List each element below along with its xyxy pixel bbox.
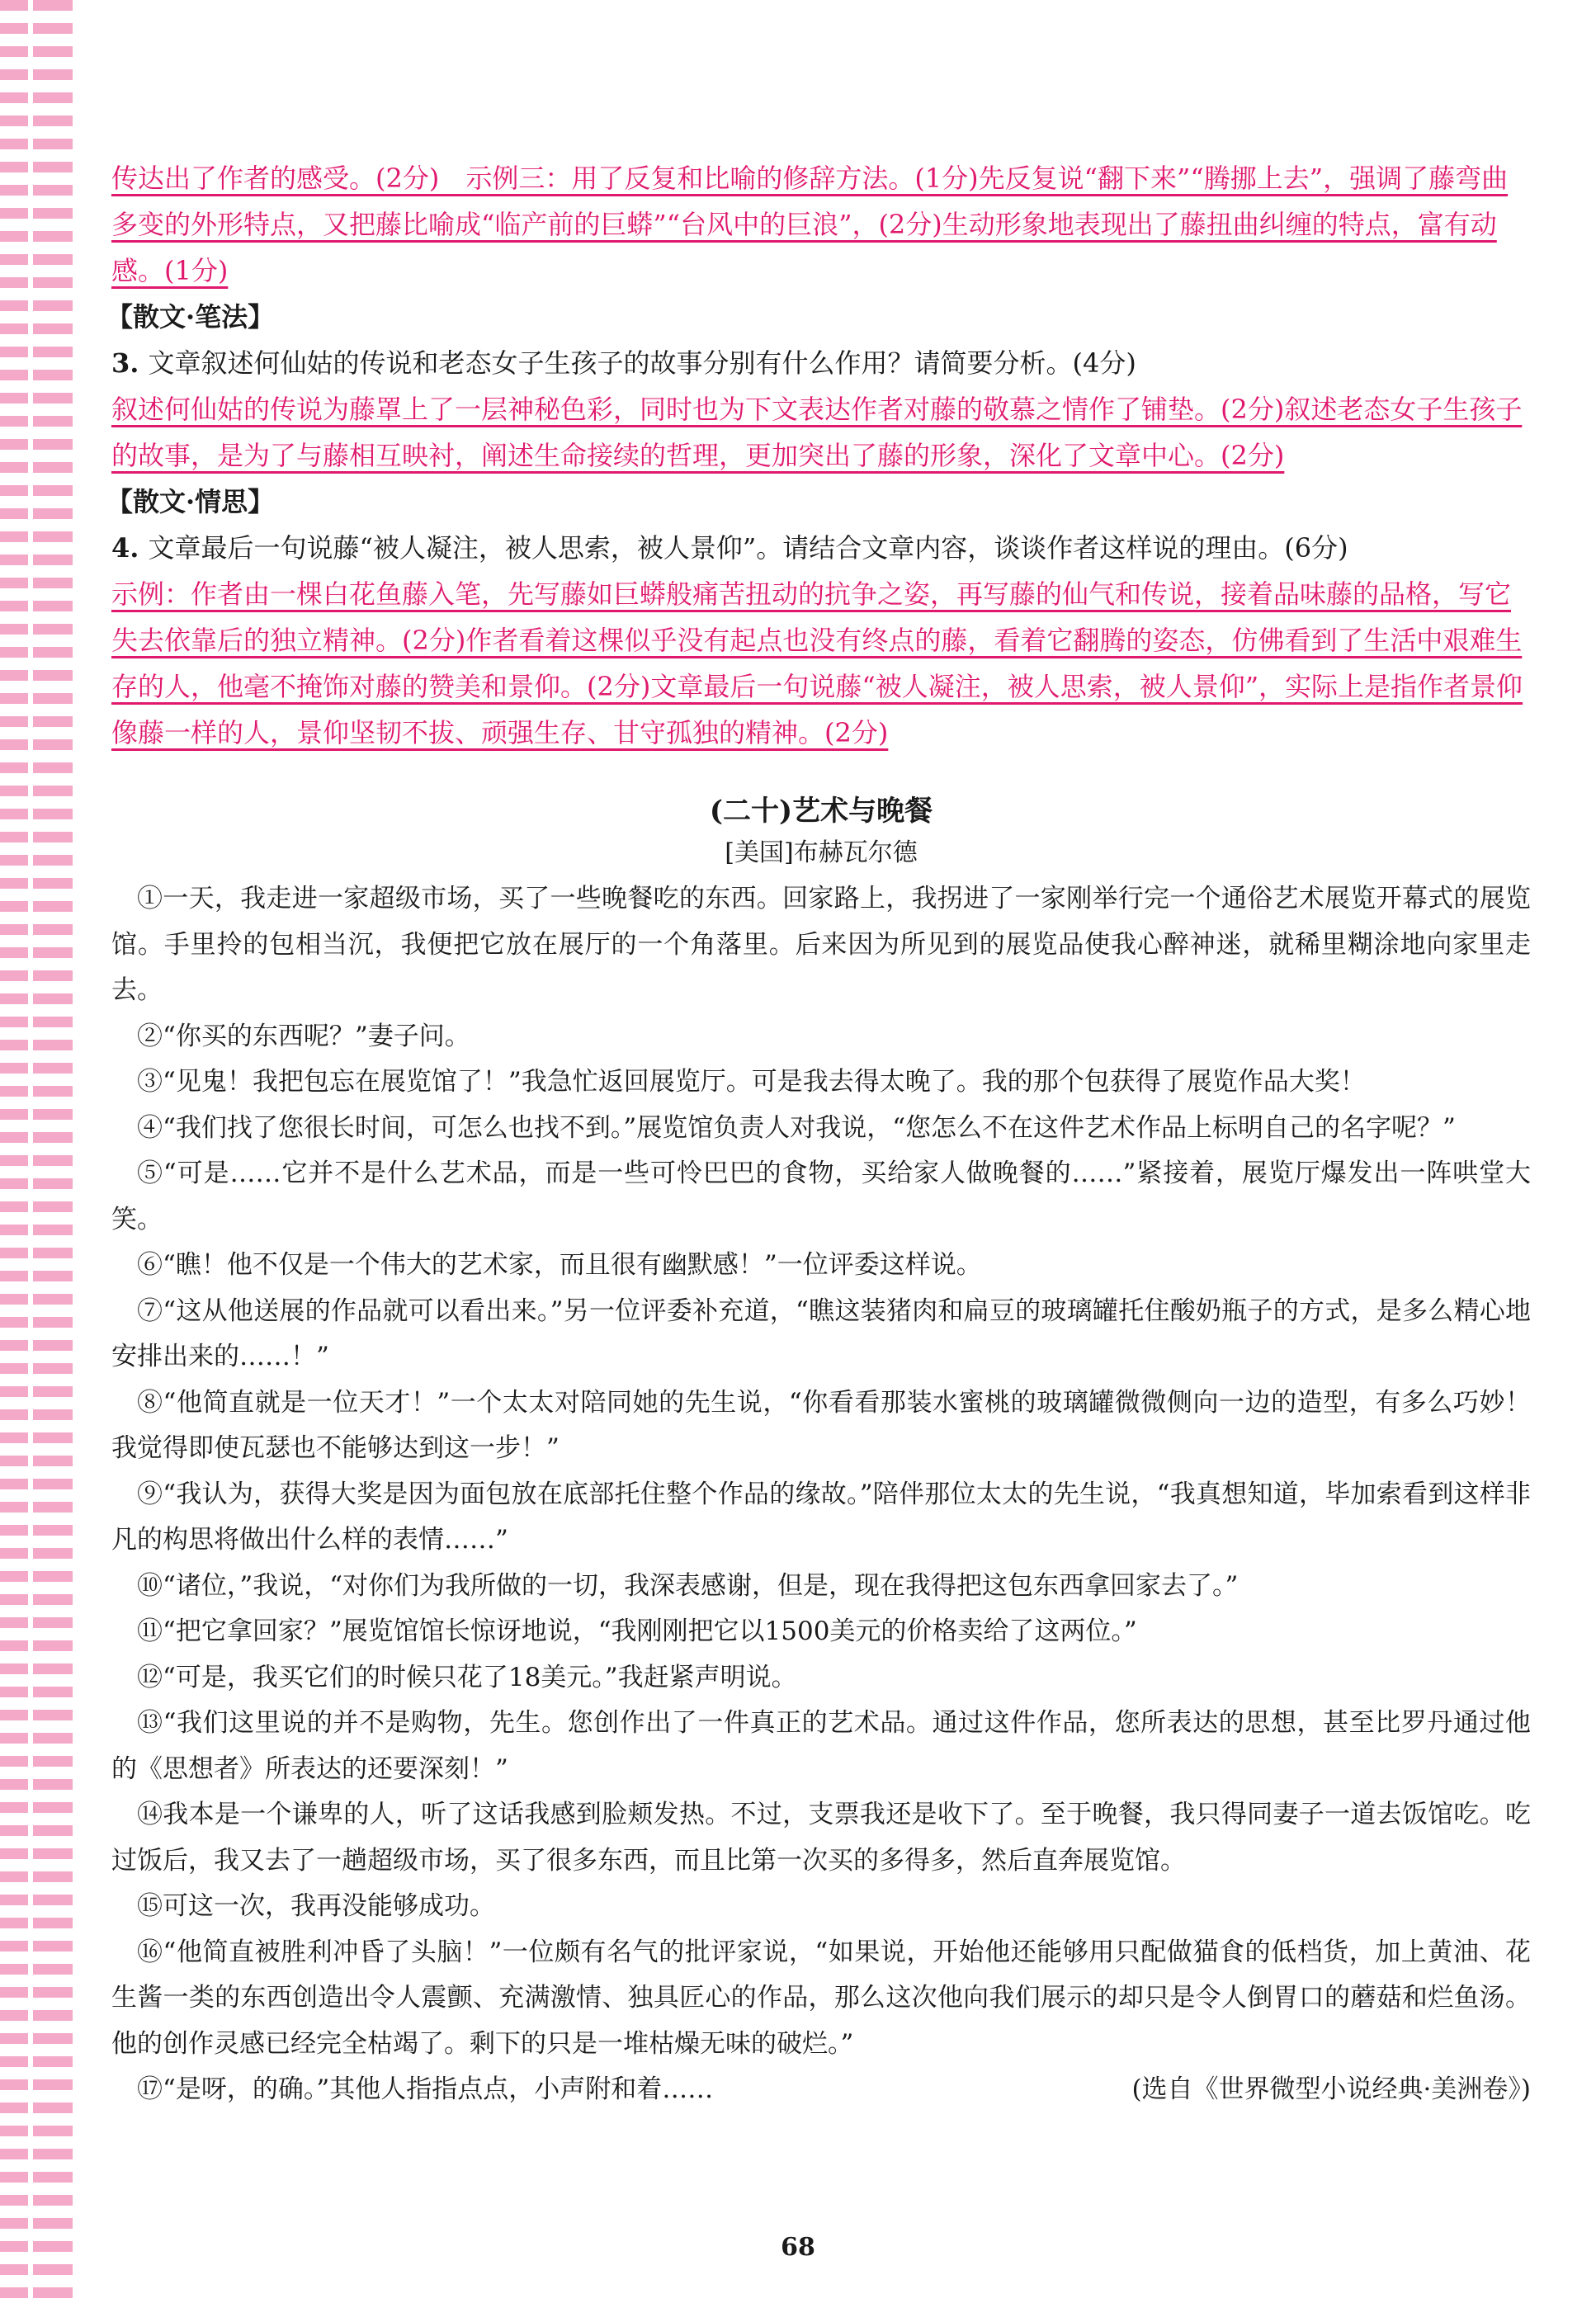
question-3-text: 文章叙述何仙姑的传说和老态女子生孩子的故事分别有什么作用？请简要分析。(4分) <box>148 347 1136 379</box>
binding-strip <box>0 0 73 2303</box>
page-number: 68 <box>781 2233 815 2262</box>
answer-q4: 示例：作者由一棵白花鱼藤入笔，先写藤如巨蟒般痛苦扭动的抗争之姿，再写藤的仙气和传说，接着品味藤的品格，写它失去依靠后的独立精神。(2分)作者看着这棵似乎没有起点也没有终点的藤，看着它翻腾的姿态，仿佛看到了生活中艰难生存的人，他毫不掩饰对藤的赞美和景仰。(2分)文章最后一句说藤“被人凝注，被人思索，被人景仰”，实际上是指作者景仰像藤一样的人，景仰坚韧不拔、顽强生存、甘守孤独的精神。(2分) <box>111 578 1523 748</box>
answer-q3: 叙述何仙姑的传说为藤罩上了一层神秘色彩，同时也为下文表达作者对藤的敬慕之情作了铺垫。(2分)叙述老态女子生孩子的故事，是为了与藤相互映衬，阐述生命接续的哲理，更加突出了藤的形象，深化了文章中心。(2分) <box>111 394 1523 471</box>
article-paragraph: ⑤“可是……它并不是什么艺术品，而是一些可怜巴巴的食物，买给家人做晚餐的……”紧接着，展览厅爆发出一阵哄堂大笑。 <box>111 1159 1531 1234</box>
article-paragraph: ⑯“他简直被胜利冲昏了头脑！”一位颇有名气的批评家说，“如果说，开始他还能够用只配做猫食的低档货，加上黄油、花生酱一类的东西创造出令人震颤、充满激情、独具匠心的作品，那么这次他向我们展示的却只是令人倒胃口的蘑菇和烂鱼汤。他的创作灵感已经完全枯竭了。剩下的只是一堆枯燥无味的破烂。” <box>111 1937 1531 2059</box>
article-paragraph: ⑩“诸位，”我说，“对你们为我所做的一切，我深表感谢，但是，现在我得把这包东西拿回家去了。” <box>137 1570 1239 1601</box>
article-paragraph: ⑧“他简直就是一位天才！”一个太太对陪同她的先生说，“你看看那装水蜜桃的玻璃罐微微侧向一边的造型，有多么巧妙！我觉得即使瓦瑟也不能够达到这一步！” <box>111 1387 1531 1463</box>
article-paragraph: ④“我们找了您很长时间，可怎么也找不到。”展览馆负责人对我说，“您怎么不在这件艺术作品上标明自己的名字呢？” <box>137 1112 1456 1143</box>
article-paragraph: ⑫“可是，我买它们的时候只花了18美元。”我赶紧声明说。 <box>137 1662 797 1692</box>
article-paragraph: ①一天，我走进一家超级市场，买了一些晚餐吃的东西。回家路上，我拐进了一家刚举行完一个通俗艺术展览开幕式的展览馆。手里拎的包相当沉，我便把它放在展厅的一个角落里。后来因为所见到的展览品使我心醉神迷，就稀里糊涂地向家里走去。 <box>111 884 1531 1005</box>
article-paragraph: ⑦“这从他送展的作品就可以看出来。”另一位评委补充道，“瞧这装猪肉和扁豆的玻璃罐托住酸奶瓶子的方式，是多么精心地安排出来的……！” <box>111 1295 1531 1371</box>
article-paragraph: ⑭我本是一个谦卑的人，听了这话我感到脸颊发热。不过，支票我还是收下了。至于晚餐，我只得同妻子一道去饭馆吃。吃过饭后，我又去了一趟超级市场，买了很多东西，而且比第一次买的多得多，然后直奔展览馆。 <box>111 1800 1531 1876</box>
article-paragraph: ⑥“瞧！他不仅是一个伟大的艺术家，而且很有幽默感！”一位评委这样说。 <box>137 1250 982 1280</box>
page-content <box>106 155 1531 2112</box>
article-body <box>111 876 1531 2112</box>
article-last-paragraph: ⑰“是呀，的确。”其他人指指点点，小声附和着…… <box>137 2074 714 2104</box>
article-paragraph: ⑬“我们这里说的并不是购物，先生。您创作出了一件真正的艺术品。通过这件作品，您所表达的思想，甚至比罗丹通过他的《思想者》所表达的还要深刻！” <box>111 1708 1531 1784</box>
question-3-number: 3. <box>111 347 139 379</box>
answer-q2-continued: 传达出了作者的感受。(2分) 示例三：用了反复和比喻的修辞方法。(1分)先反复说“翻下来”“腾挪上去”，强调了藤弯曲多变的外形特点，又把藤比喻成“临产前的巨蟒”“台风中的巨浪”，(2分)生动形象地表现出了藤扭曲纠缠的特点，富有动感。(1分) <box>111 163 1509 286</box>
question-4-number: 4. <box>111 532 139 564</box>
article-paragraph: ⑪“把它拿回家？”展览馆馆长惊讶地说，“我刚刚把它以1500美元的价格卖给了这两位。” <box>137 1616 1137 1646</box>
article-title: (二十)艺术与晚餐 <box>709 795 933 828</box>
article-paragraph: ⑨“我认为，获得大奖是因为面包放在底部托住整个作品的缘故。”陪伴那位太太的先生说，“我真想知道，毕加索看到这样非凡的构思将做出什么样的表情……” <box>111 1479 1531 1555</box>
question-4-text: 文章最后一句说藤“被人凝注，被人思索，被人景仰”。请结合文章内容，谈谈作者这样说的理由。(6分) <box>148 532 1348 564</box>
article-paragraph: ③“见鬼！我把包忘在展览馆了！”我急忙返回展览厅。可是我去得太晚了。我的那个包获得了展览作品大奖！ <box>137 1067 1366 1097</box>
question-4 <box>111 525 1531 571</box>
last-paragraph-row <box>111 2067 1531 2112</box>
article-source: (选自《世界微型小说经典·美洲卷》) <box>1131 2074 1531 2104</box>
section-heading-qingsi: 【散文·情思】 <box>106 486 275 517</box>
section-heading-bifa: 【散文·笔法】 <box>106 301 275 333</box>
article-paragraph: ②“你买的东西呢？”妻子问。 <box>137 1021 470 1051</box>
article-paragraph: ⑮可这一次，我再没能够成功。 <box>137 1891 495 1921</box>
question-3 <box>111 340 1531 386</box>
article-author: [美国]布赫瓦尔德 <box>725 838 918 867</box>
